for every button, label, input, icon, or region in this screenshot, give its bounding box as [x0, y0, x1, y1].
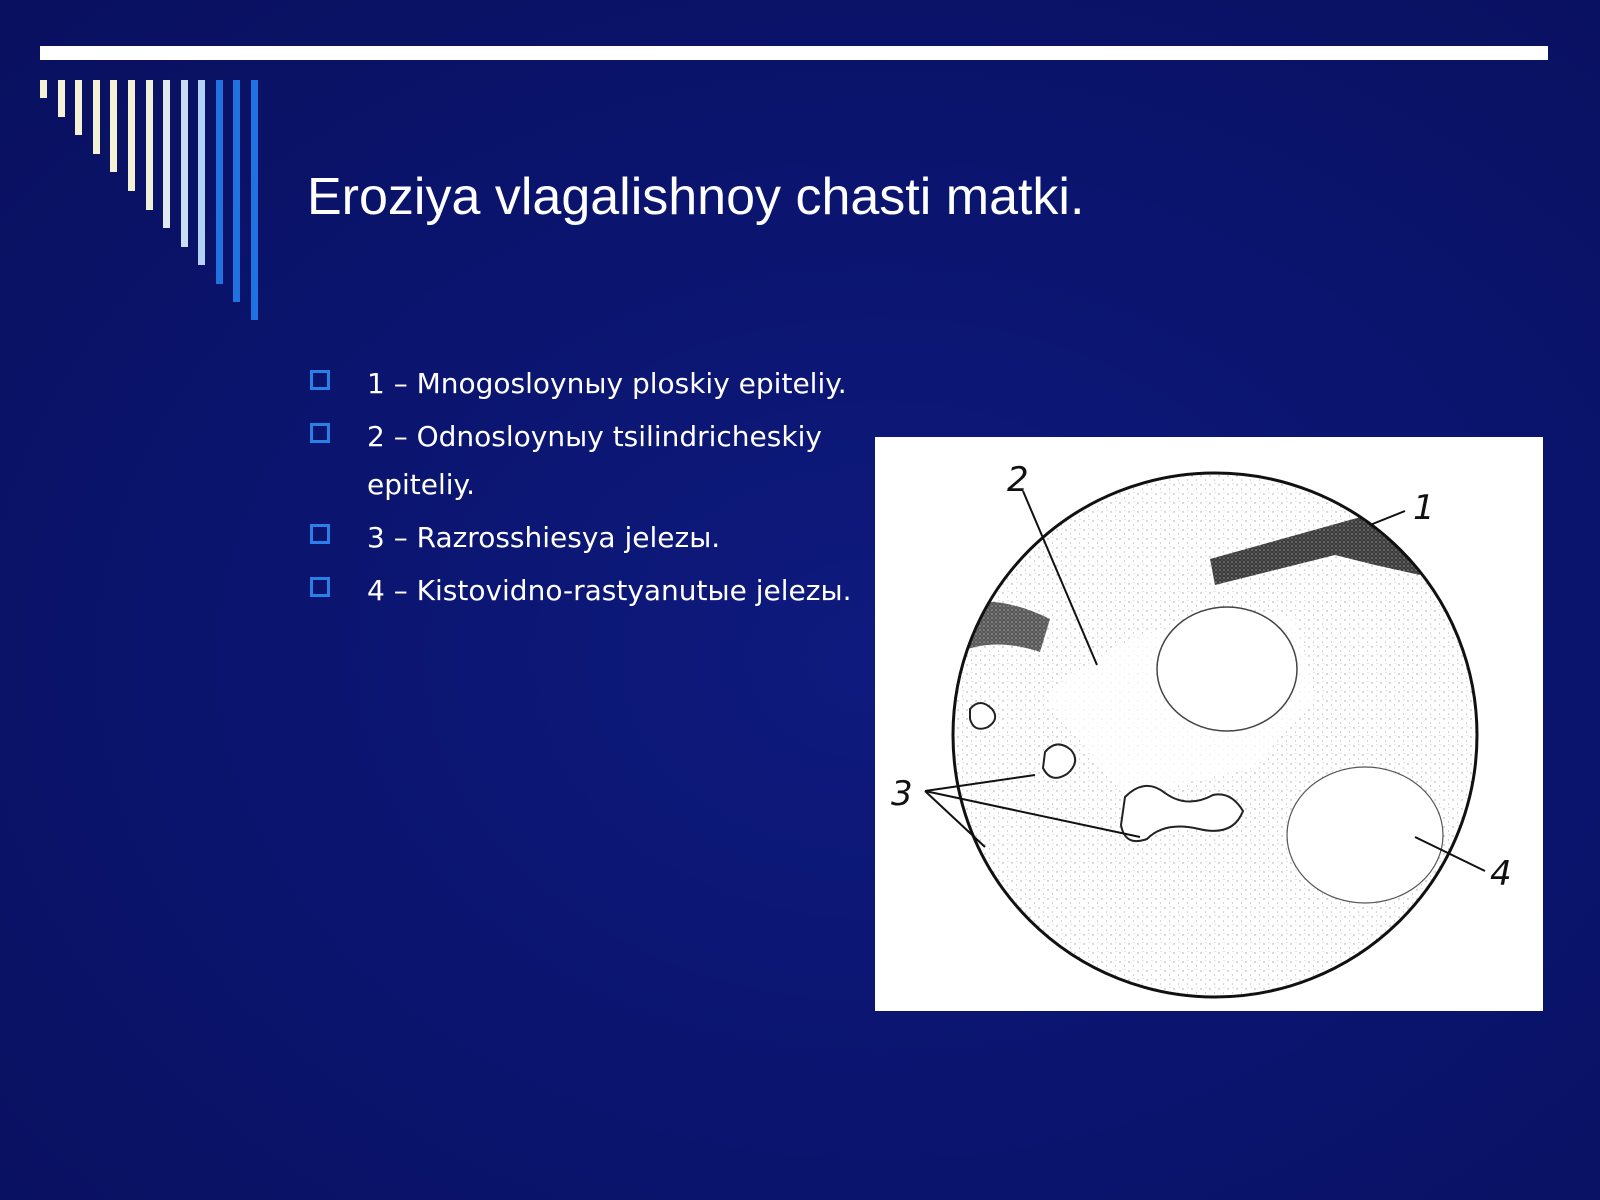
square-bullet-icon [310, 423, 330, 443]
stripe [216, 80, 223, 284]
bullet-item [308, 413, 868, 509]
bullet-item [308, 514, 868, 562]
bullet-text: 2 – Odnosloynыy tsilindricheskiy epiteliy. [367, 420, 822, 501]
stripe [58, 80, 65, 117]
bullet-item [308, 567, 868, 615]
stripe [93, 80, 100, 154]
stripe [110, 80, 117, 172]
slide-title: Eroziya vlagalishnoy chasti matki. [307, 168, 1085, 226]
stripe [163, 80, 170, 228]
figure-label-4: 4 [1490, 854, 1512, 894]
figure-label-2: 2 [1007, 460, 1029, 500]
stripe [40, 80, 47, 98]
decorative-stripes [0, 0, 300, 340]
histology-drawing [875, 437, 1543, 1011]
stripe [198, 80, 205, 265]
bullet-text: 4 – Kistovidno-rastyanutыe jelezы. [367, 574, 852, 607]
bullet-text: 3 – Razrosshiesya jelezы. [367, 521, 721, 554]
stripe [75, 80, 82, 135]
square-bullet-icon [310, 524, 330, 544]
square-bullet-icon [310, 577, 330, 597]
bullet-item [308, 360, 868, 408]
stripe [181, 80, 188, 247]
bullet-list [308, 360, 868, 620]
stripe [146, 80, 153, 210]
stripe [128, 80, 135, 191]
histology-illustration [875, 437, 1543, 1011]
figure-label-1: 1 [1413, 488, 1435, 528]
square-bullet-icon [310, 370, 330, 390]
bullet-text: 1 – Mnogosloynыy ploskiy epiteliy. [367, 367, 847, 400]
stripe [251, 80, 258, 320]
figure-label-3: 3 [891, 774, 913, 814]
stripe [233, 80, 240, 302]
